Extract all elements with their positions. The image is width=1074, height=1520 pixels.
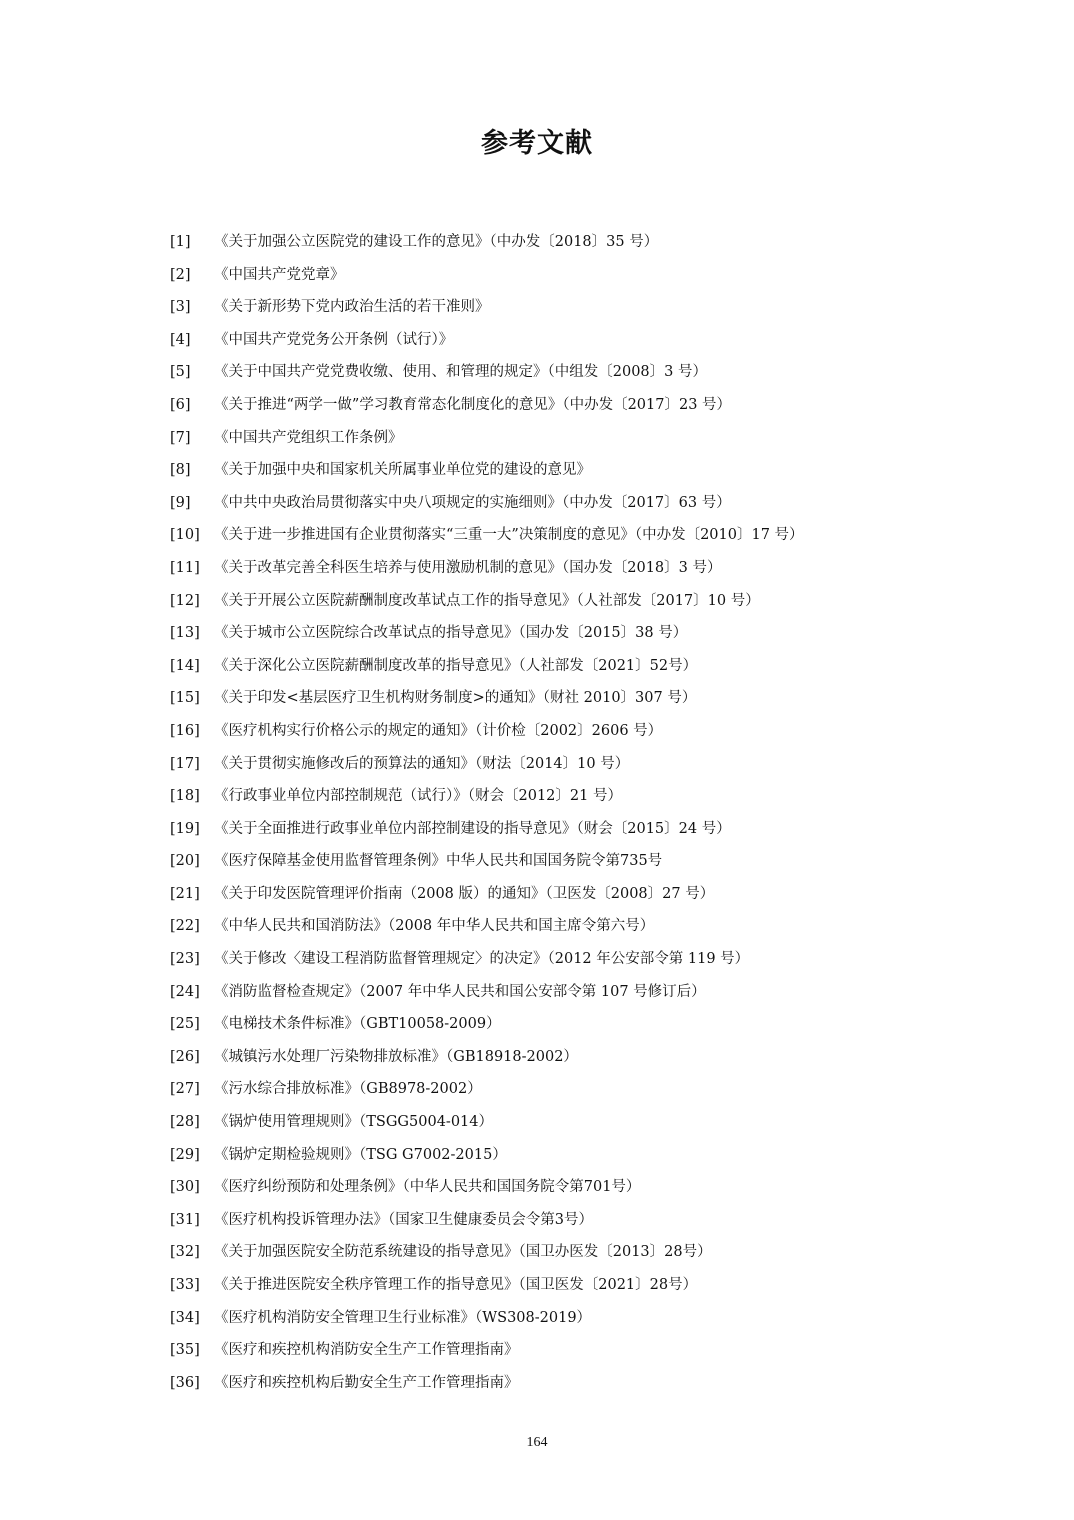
reference-text: 《关于印发<基层医疗卫生机构财务制度>的通知》（财社 2010〕307 号）	[214, 690, 697, 707]
reference-item	[170, 813, 1050, 846]
reference-text: 《消防监督检查规定》（2007 年中华人民共和国公安部令第 107 号修订后）	[214, 983, 706, 1000]
reference-item	[170, 259, 1050, 292]
reference-item	[170, 943, 1050, 976]
reference-text: 《医疗纠纷预防和处理条例》（中华人民共和国国务院令第701号）	[214, 1179, 641, 1196]
reference-text: 《关于推进医院安全秩序管理工作的指导意见》（国卫医发〔2021〕28号）	[214, 1277, 698, 1293]
reference-text: 《行政事业单位内部控制规范（试行）》（财会〔2012〕21 号）	[214, 788, 622, 805]
reference-item	[170, 1236, 1050, 1269]
reference-number: [30]	[170, 1179, 200, 1196]
reference-item	[170, 226, 1050, 259]
reference-number: [20]	[170, 853, 200, 870]
reference-item	[170, 1204, 1050, 1237]
reference-number: [24]	[170, 983, 200, 1000]
reference-number: [26]	[170, 1048, 200, 1065]
reference-text: 《医疗保障基金使用监督管理条例》中华人民共和国国务院令第735号	[214, 853, 663, 870]
reference-item	[170, 1302, 1050, 1335]
reference-item	[170, 1334, 1050, 1367]
reference-item	[170, 780, 1050, 813]
reference-item	[170, 1139, 1050, 1172]
reference-text: 《关于贯彻实施修改后的预算法的通知》（财法〔2014〕10 号）	[214, 755, 630, 772]
reference-text: 《中国共产党组织工作条例》	[214, 429, 403, 446]
reference-number: [34]	[170, 1309, 200, 1326]
reference-number: [27]	[170, 1081, 200, 1098]
reference-number: [8]	[170, 462, 191, 479]
reference-text: 《关于改革完善全科医生培养与使用激励机制的意见》（国办发〔2018〕3 号）	[214, 559, 722, 576]
reference-text: 《中国共产党党章》	[214, 266, 345, 283]
reference-item	[170, 454, 1050, 487]
reference-item	[170, 291, 1050, 324]
reference-item	[170, 1171, 1050, 1204]
reference-number: [17]	[170, 755, 200, 772]
reference-text: 《关于深化公立医院薪酬制度改革的指导意见》（人社部发〔2021〕52号）	[214, 657, 698, 674]
reference-text: 《医疗机构投诉管理办法》（国家卫生健康委员会令第3号）	[214, 1211, 593, 1228]
reference-text: 《关于开展公立医院薪酬制度改革试点工作的指导意见》（人社部发〔2017〕10 号）	[214, 592, 760, 609]
reference-text: 《城镇污水处理厂污染物排放标准》（GB18918-2002）	[214, 1048, 578, 1065]
reference-number: [14]	[170, 657, 200, 674]
page-number: 164	[526, 1435, 548, 1450]
reference-item	[170, 519, 1050, 552]
reference-item	[170, 1106, 1050, 1139]
reference-number: [32]	[170, 1244, 200, 1261]
reference-text: 《关于加强医院安全防范系统建设的指导意见》（国卫办医发〔2013〕28号）	[214, 1244, 712, 1261]
reference-number: [16]	[170, 722, 200, 739]
reference-text: 《关于中国共产党党费收缴、使用、和管理的规定》（中组发〔2008〕3 号）	[214, 364, 707, 381]
reference-item	[170, 910, 1050, 943]
reference-item	[170, 1367, 1050, 1400]
reference-text: 《医疗和疾控机构后勤安全生产工作管理指南》	[214, 1374, 519, 1391]
reference-item	[170, 748, 1050, 781]
reference-number: [2]	[170, 266, 191, 283]
reference-item	[170, 1008, 1050, 1041]
reference-item	[170, 682, 1050, 715]
reference-number: [33]	[170, 1277, 200, 1293]
reference-list	[170, 226, 1050, 1399]
reference-number: [31]	[170, 1211, 200, 1228]
reference-text: 《医疗机构实行价格公示的规定的通知》（计价检〔2002〕2606 号）	[214, 722, 663, 739]
reference-item	[170, 650, 1050, 683]
reference-number: [28]	[170, 1114, 200, 1131]
reference-text: 《关于城市公立医院综合改革试点的指导意见》（国办发〔2015〕38 号）	[214, 625, 688, 642]
reference-text: 《关于加强中央和国家机关所属事业单位党的建设的意见》	[214, 462, 591, 479]
reference-number: [7]	[170, 429, 191, 446]
reference-item	[170, 422, 1050, 455]
reference-item	[170, 389, 1050, 422]
reference-text: 《中共中央政治局贯彻落实中央八项规定的实施细则》（中办发〔2017〕63 号）	[214, 494, 731, 511]
reference-number: [25]	[170, 1016, 200, 1033]
reference-item	[170, 878, 1050, 911]
reference-item	[170, 976, 1050, 1009]
reference-item	[170, 324, 1050, 357]
reference-text: 《锅炉使用管理规则》（TSGG5004-014）	[214, 1114, 493, 1131]
reference-number: [29]	[170, 1146, 200, 1163]
reference-number: [9]	[170, 494, 191, 511]
reference-number: [36]	[170, 1374, 200, 1391]
reference-text: 《锅炉定期检验规则》（TSG G7002-2015）	[214, 1146, 507, 1163]
reference-text: 《关于推进“两学一做”学习教育常态化制度化的意见》（中办发〔2017〕23 号）	[214, 396, 732, 413]
reference-text: 《关于修改〈建设工程消防监督管理规定〉的决定》（2012 年公安部令第 119 号）	[214, 951, 750, 968]
reference-number: [19]	[170, 820, 200, 837]
reference-text: 《中华人民共和国消防法》（2008 年中华人民共和国主席令第六号）	[214, 918, 655, 935]
reference-number: [21]	[170, 885, 200, 902]
reference-item	[170, 1269, 1050, 1302]
reference-number: [15]	[170, 690, 200, 707]
reference-number: [3]	[170, 299, 191, 316]
reference-item	[170, 552, 1050, 585]
reference-text: 《医疗和疾控机构消防安全生产工作管理指南》	[214, 1342, 519, 1359]
reference-text: 《关于全面推进行政事业单位内部控制建设的指导意见》（财会〔2015〕24 号）	[214, 820, 731, 837]
reference-item	[170, 1041, 1050, 1074]
reference-number: [5]	[170, 364, 191, 381]
reference-text: 《中国共产党党务公开条例（试行）》	[214, 331, 454, 348]
reference-number: [12]	[170, 592, 200, 609]
reference-number: [6]	[170, 396, 191, 413]
reference-item	[170, 1073, 1050, 1106]
reference-number: [13]	[170, 625, 200, 642]
reference-number: [35]	[170, 1342, 200, 1359]
reference-item	[170, 845, 1050, 878]
reference-text: 《医疗机构消防安全管理卫生行业标准》（WS308-2019）	[214, 1309, 592, 1326]
page-title: 参考文献	[481, 128, 593, 159]
reference-item	[170, 487, 1050, 520]
reference-number: [1]	[170, 234, 191, 250]
reference-number: [11]	[170, 559, 200, 576]
reference-item	[170, 585, 1050, 618]
reference-text: 《关于印发医院管理评价指南（2008 版）的通知》（卫医发〔2008〕27 号）	[214, 885, 715, 902]
reference-number: [10]	[170, 527, 200, 544]
reference-text: 《关于新形势下党内政治生活的若干准则》	[214, 299, 490, 316]
reference-item	[170, 715, 1050, 748]
reference-text: 《关于加强公立医院党的建设工作的意见》（中办发〔2018〕35 号）	[214, 234, 659, 250]
reference-text: 《电梯技术条件标准》（GBT10058-2009）	[214, 1016, 501, 1033]
reference-item	[170, 356, 1050, 389]
reference-item	[170, 617, 1050, 650]
reference-text: 《污水综合排放标准》（GB8978-2002）	[214, 1081, 482, 1098]
reference-text: 《关于进一步推进国有企业贯彻落实“三重一大”决策制度的意见》（中办发〔2010〕17 号）	[214, 527, 804, 544]
reference-number: [18]	[170, 788, 200, 805]
reference-number: [23]	[170, 951, 200, 968]
reference-number: [22]	[170, 918, 200, 935]
reference-number: [4]	[170, 331, 191, 348]
